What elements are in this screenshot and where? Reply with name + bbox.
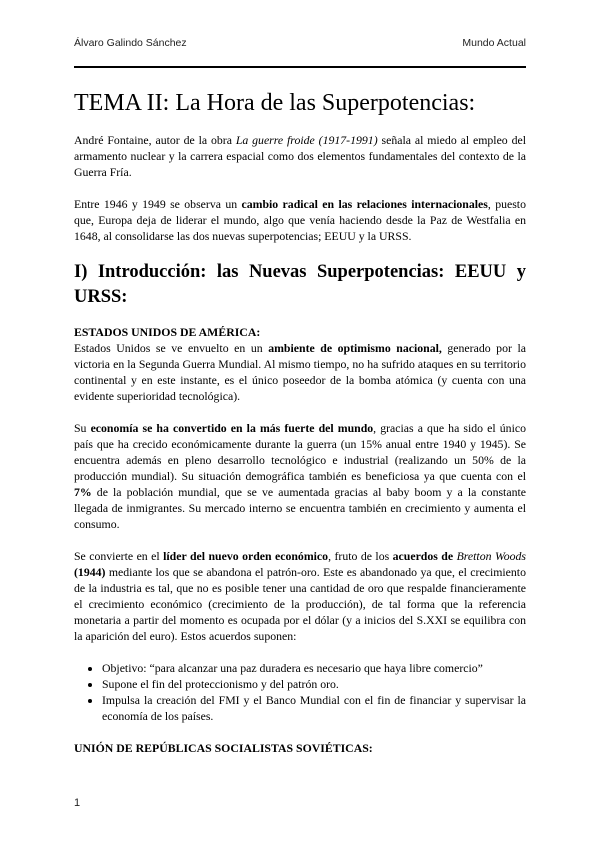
intro-paragraph-2 [74, 196, 526, 244]
text: André Fontaine, autor de la obra [74, 133, 236, 147]
usa-title: ESTADOS UNIDOS DE AMÉRICA: [74, 325, 261, 339]
text: de la población mundial, que se ve aumentada gracias al baby boom y a la constante llegada de inmigrantes. Su mercado interno se encuentra también en crecimiento y aumenta el consumo. [74, 485, 526, 531]
text: Se convierte en el [74, 549, 164, 563]
usa-paragraph-1 [74, 340, 526, 404]
text: , gracias a que ha sido el único país que ha crecido económicamente durante la guerra (un 15% anual entre 1940 y 1945). Se encuentra además en pleno desarrollo tecnológico e industrial (realizando un 50% de la producción mundial). Su situación demográfica también es beneficiosa ya que cuenta con el [74, 421, 526, 483]
usa-paragraph-3 [74, 548, 526, 644]
text: Su [74, 421, 91, 435]
emphasis-italic: Bretton Woods [456, 549, 526, 563]
section-heading: I) Introducción: las Nuevas Superpotencias: EEUU y URSS: [74, 262, 526, 307]
list-item: • Impulsa la creación del FMI y el Banco Mundial con el fin de financiar y supervisar la economía de los países. [102, 692, 526, 724]
text: Entre 1946 y 1949 se observa un [74, 197, 242, 211]
header-rule [74, 66, 526, 68]
document-body [74, 88, 526, 756]
text: generado por la victoria en la Segunda Guerra Mundial. Al mismo tiempo, no ha sufrido ataques en su territorio continental y en este instante, es el único poseedor de la bomba atómica (y cuenta con una evidente superioridad tecnológica). [74, 341, 526, 403]
emphasis: ambiente de optimismo nacional, [268, 341, 442, 355]
page-title: TEMA II: La Hora de las Superpotencias: [74, 90, 476, 116]
intro-paragraph-1 [74, 132, 526, 180]
page-number: 1 [74, 797, 81, 809]
book-title: La guerre froide (1917-1991) [235, 133, 378, 147]
urss-title: UNIÓN DE REPÚBLICAS SOCIALISTAS SOVIÉTICAS: [74, 741, 373, 755]
emphasis: líder del nuevo orden económico [163, 549, 329, 563]
emphasis: economía se ha convertido en la más fuerte del mundo [90, 421, 374, 435]
header-subject: Mundo Actual [462, 37, 526, 49]
list-item: • Supone el fin del proteccionismo y del patrón oro. [102, 676, 526, 692]
text: , puesto que, Europa deja de liderar el mundo, algo que venía haciendo desde la Paz de Westfalia en 1648, al consolidarse las dos nuevas superpotencias; EEUU y la URSS. [74, 197, 526, 243]
text: , fruto de los [328, 549, 393, 563]
emphasis: (1944) [74, 565, 106, 579]
bullet-list [74, 660, 526, 724]
emphasis: acuerdos de [392, 549, 454, 563]
list-item: • Objetivo: “para alcanzar una paz duradera es necesario que haya libre comercio” [102, 660, 526, 676]
text: señala al miedo al empleo del armamento nuclear y la carrera espacial como dos elementos fundamentales del contexto de la Guerra Fría. [74, 133, 526, 179]
text: mediante los que se abandona el patrón-oro. Este es abandonado ya que, el crecimiento de la industria es tal, que no es posible tener una cantidad de oro que respalde financieramente el crecimiento económico (crecimiento de la producción), de tal forma que la referencia monetaria a partir del momento es ocupada por el dólar (y a inicios del S.XXI se equilibra con la aparición del euro). Estos acuerdos suponen: [74, 565, 526, 643]
header-author: Álvaro Galindo Sánchez [74, 37, 187, 49]
usa-paragraph-2 [74, 420, 526, 532]
emphasis: cambio radical en las relaciones internacionales [241, 197, 488, 211]
text: Estados Unidos se ve envuelto en un [74, 341, 269, 355]
emphasis: 7% [74, 485, 92, 499]
